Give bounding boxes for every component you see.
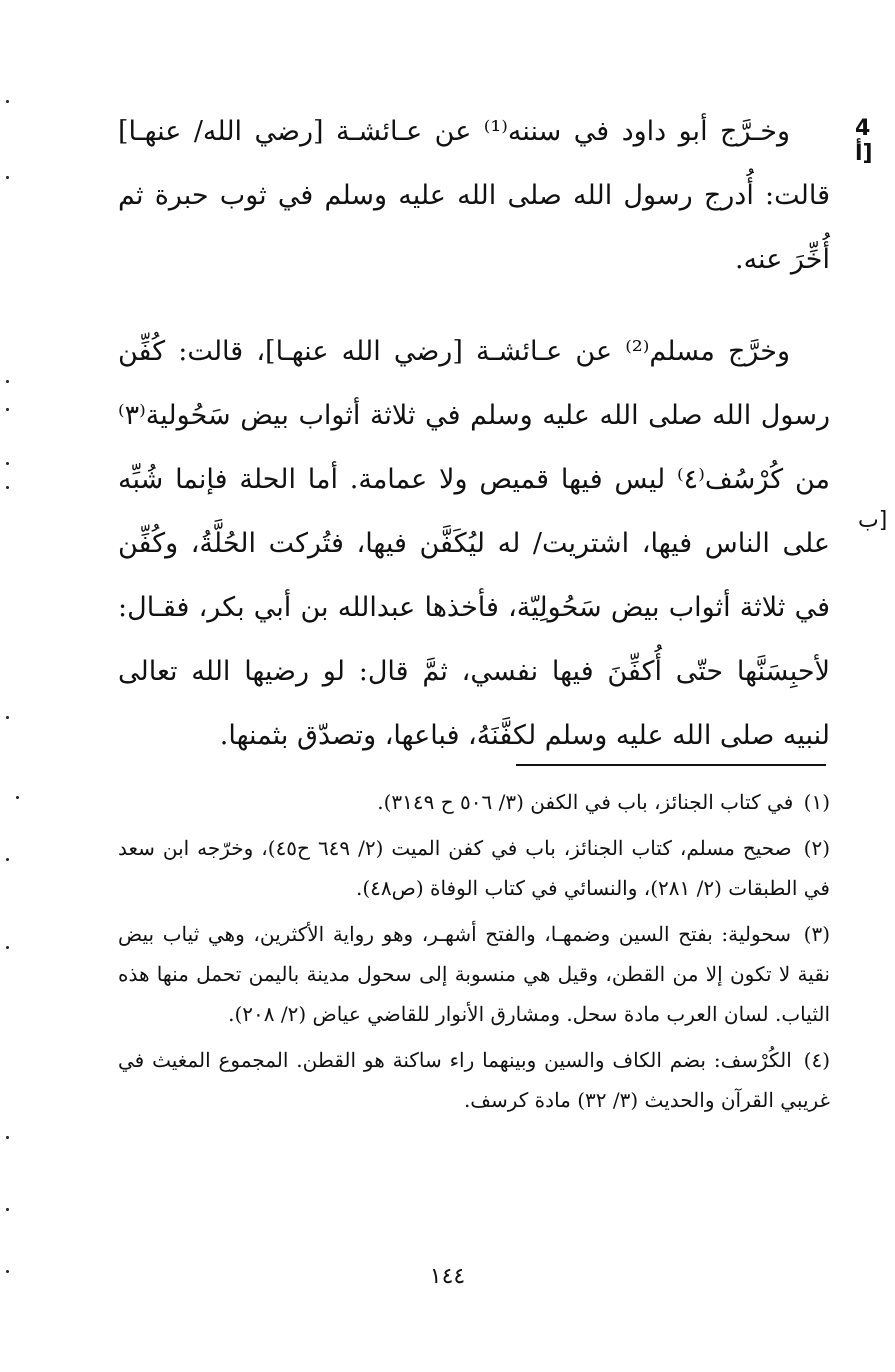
margin-folio-marker-b: ب]: [858, 508, 888, 533]
paragraph-muslim: وخرَّج مسلم⁽²⁾ عن عـائشـة [رضي الله عنهـا]، قالت: كُفِّن رسول الله صلى الله عليه وسلم في ثلاثة أثواب بيض سَحُولية⁽٣⁾ من كُرْسُف⁽٤⁾ ليس فيها قميص ولا عمامة. أما الحلة فإنما شُبِّه على الناس فيها، اشتريت/ له ليُكَفَّن فيها، فتُركت الحُلَّةُ، وكُفِّن في ثلاثة أثواب بيض سَحُولِيّة، فأخذها عبدالله بن أبي بكر، فقـال: لأحبِسَنَّها حتّى أُكفِّنَ فيها نفسي، ثمَّ قال: لو رضيها الله تعالى لنبيه صلى الله عليه وسلم لكفَّنَهُ، فباعها، وتصدّق بثمنها.: [118, 336, 830, 751]
footnote-number: (١): [803, 790, 830, 814]
scan-speck: [6, 1136, 9, 1139]
footnote-text: في كتاب الجنائز، باب في الكفن (٣/ ٥٠٦ ح ٣١٤٩).: [377, 790, 794, 814]
scan-speck: [6, 946, 9, 949]
page-number: ١٤٤: [429, 1264, 466, 1289]
footnote-text: سحولية: بفتح السين وضمهـا، والفتح أشهـر، وهو رواية الأكثرين، وهي ثياب بيض نقية لا تكون إلا من القطن، وقيل هي منسوبة إلى سحول مدينة باليمن تحمل منها هذه الثياب. لسان العرب مادة سحل. ومشارق الأنوار للقاضي عياض (٢/ ٢٠٨).: [118, 922, 830, 1026]
scan-speck: [6, 858, 9, 861]
footnote-1: [118, 782, 830, 822]
scan-speck: [6, 380, 9, 383]
scan-speck: [6, 716, 9, 719]
footnote-3: [118, 914, 830, 1034]
footnote-number: (٤): [803, 1048, 830, 1072]
scan-speck: [16, 796, 19, 799]
scan-speck: [6, 100, 9, 103]
footnotes: [118, 782, 830, 1126]
footnote-text: صحيح مسلم، كتاب الجنائز، باب في كفن الميت (٢/ ٦٤٩ ح٤٥)، وخرّجه ابن سعد في الطبقات (٢/ ٢٨١)، والنسائي في كتاب الوفاة (ص٤٨).: [118, 836, 830, 900]
paragraph-abu-dawud: وخـرَّج أبو داود في سننه⁽¹⁾ عن عـائشـة [رضي الله/ عنهـا] قالت: أُدرج رسول الله صلى الله عليه وسلم في ثوب حبرة ثم أُخِّرَ عنه.: [118, 116, 830, 275]
scan-speck: [6, 1208, 9, 1211]
footnote-4: [118, 1040, 830, 1120]
footnote-number: (٣): [803, 922, 830, 946]
scan-speck: [6, 176, 9, 179]
footnote-2: [118, 828, 830, 908]
footnote-separator: [516, 764, 826, 766]
scan-speck: [6, 486, 9, 489]
main-text-body: [118, 100, 830, 768]
footnote-text: الكُرْسف: بضم الكاف والسين وبينهما راء ساكنة هو القطن. المجموع المغيث في غريبي القرآن والحديث (٣/ ٣٢) مادة كرسف.: [118, 1048, 830, 1112]
scan-speck: [6, 1270, 9, 1273]
scan-speck: [6, 408, 9, 411]
margin-folio-marker-a: 4 أ]: [855, 116, 873, 166]
footnote-number: (٢): [803, 836, 830, 860]
scan-speck: [6, 462, 9, 465]
